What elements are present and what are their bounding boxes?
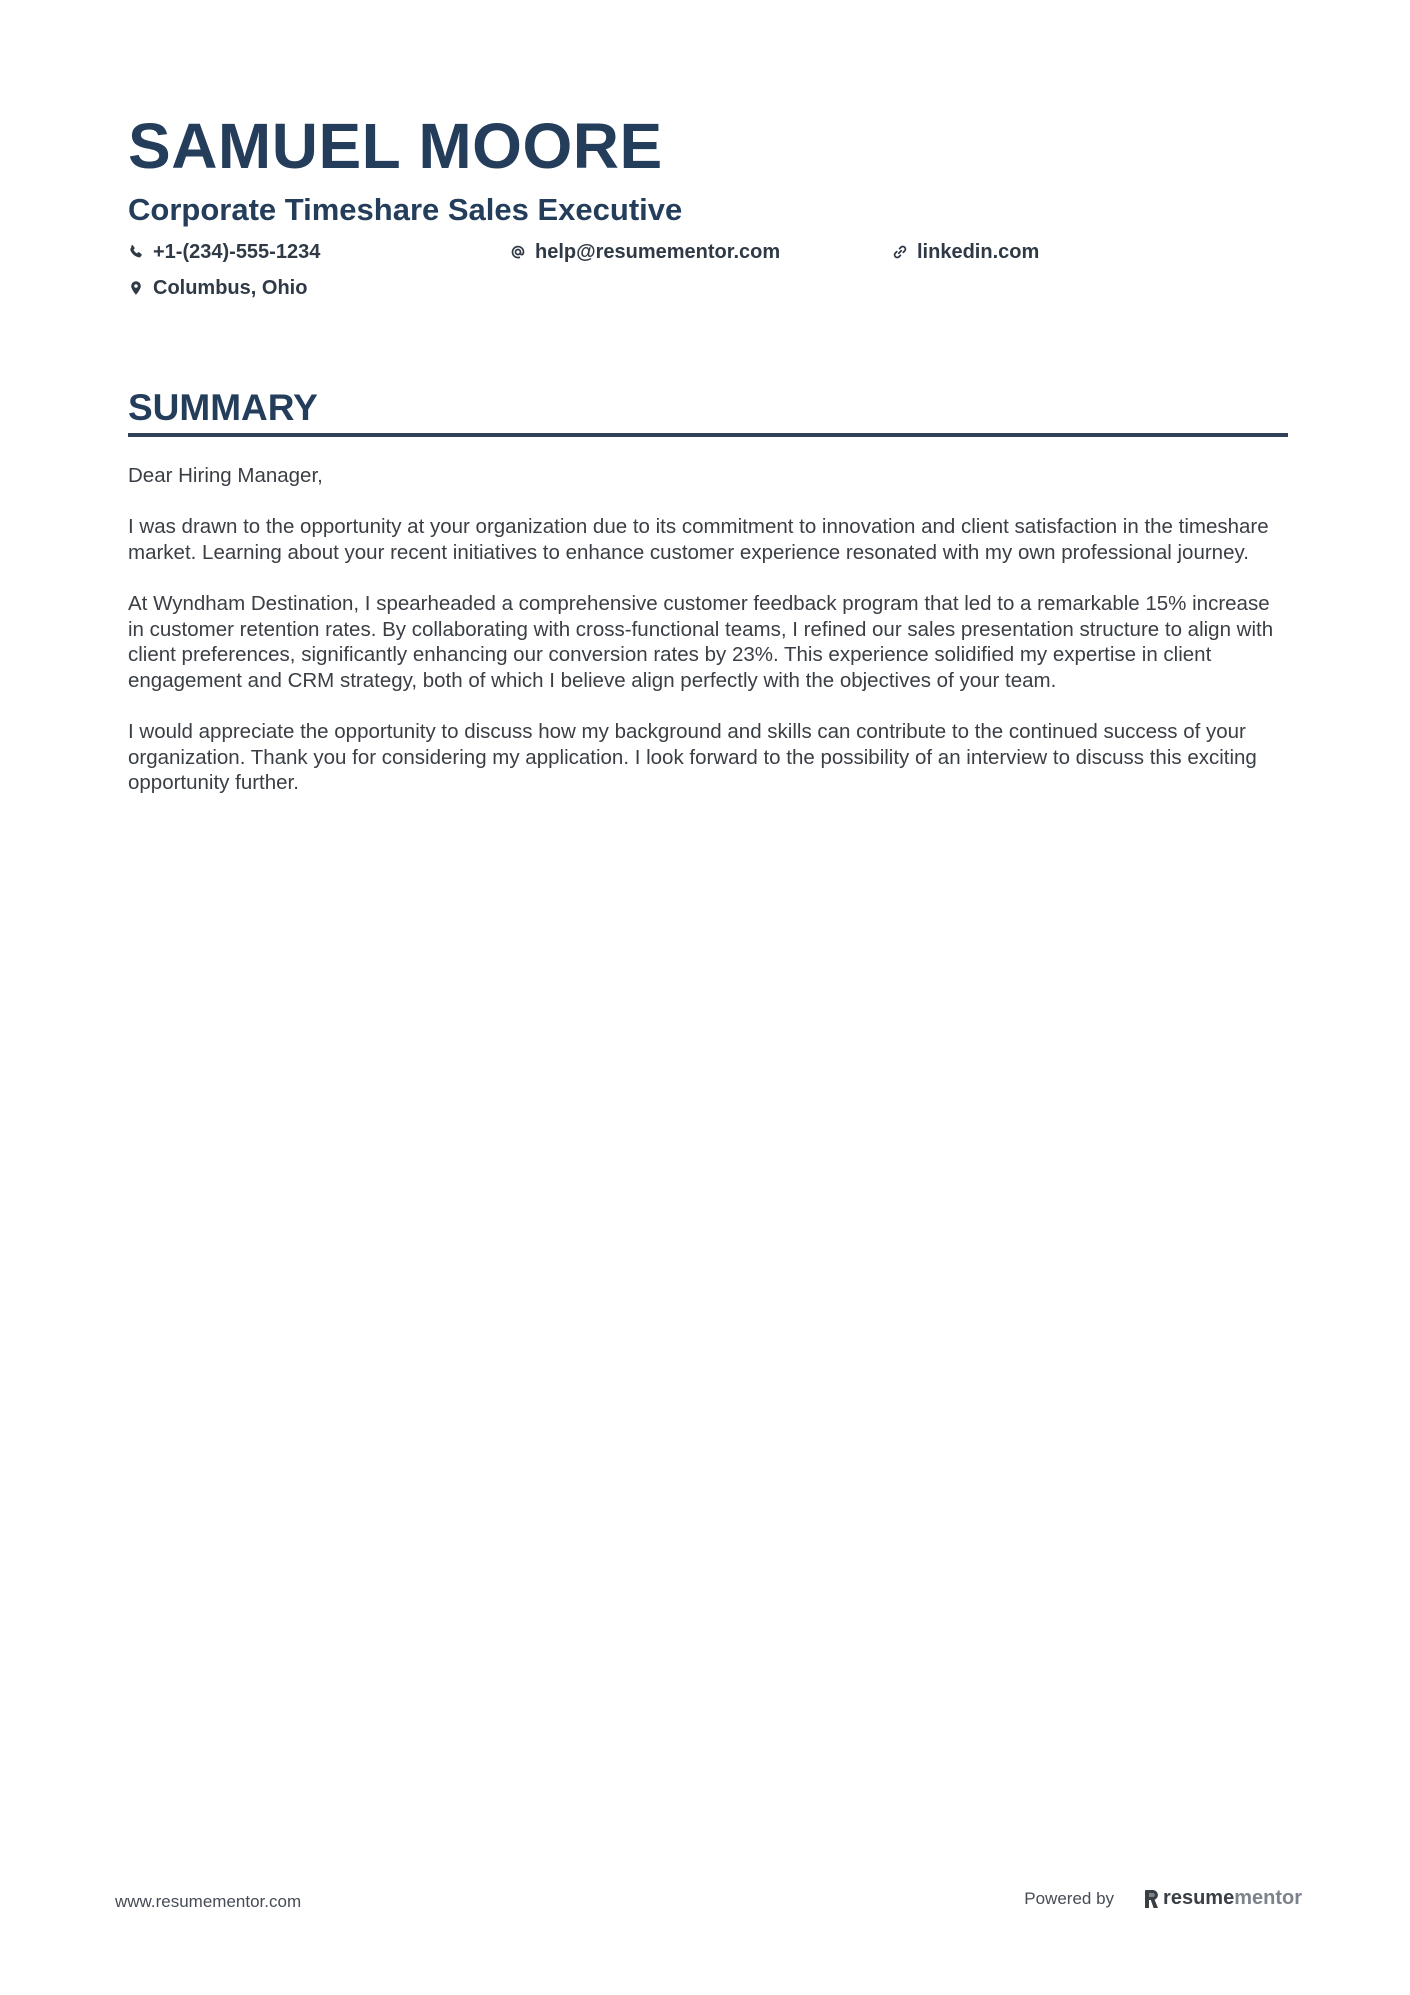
contact-location <box>128 276 510 300</box>
footer-site-link[interactable]: www.resumementor.com <box>115 1892 302 1911</box>
link-icon <box>892 244 908 260</box>
website-text[interactable]: linkedin.com <box>917 241 1040 263</box>
footer-branding <box>1024 1887 1302 1910</box>
paragraph-intro: I was drawn to the opportunity at your organization due to its commitment to innovation and client satisfaction in the timeshare market. Learning about your recent initiatives to enhance customer experience resonated with my own professional journey. <box>128 515 1269 564</box>
header <box>128 108 1288 300</box>
contact-website[interactable] <box>892 240 1274 264</box>
email-text[interactable]: help@resumementor.com <box>535 241 781 263</box>
resumementor-logo-icon <box>1144 1889 1160 1909</box>
phone-text: +1-(234)-555-1234 <box>153 241 321 263</box>
contact-email[interactable] <box>510 240 892 264</box>
job-title: Corporate Timeshare Sales Executive <box>128 192 683 227</box>
contact-list <box>128 240 1288 300</box>
salutation: Dear Hiring Manager, <box>128 464 323 487</box>
paragraph-experience: At Wyndham Destination, I spearheaded a comprehensive customer feedback program that led to a remarkable 15% increase in customer retention rates. By collaborating with cross-functional teams, I refined our sales presentation structure to align with client preferences, significantly enhancing our conversion rates by 23%. This experience solidified my expertise in client engagement and CRM strategy, both of which I believe align perfectly with the objectives of your team. <box>128 591 1274 692</box>
candidate-name: SAMUEL MOORE <box>128 110 663 182</box>
at-icon <box>510 244 526 260</box>
brand-name-strong: resume <box>1163 1887 1235 1909</box>
powered-by-text: Powered by <box>1024 1888 1115 1908</box>
section-title-summary: SUMMARY <box>128 387 318 428</box>
location-pin-icon <box>128 280 144 296</box>
summary-section <box>128 385 1288 821</box>
brand-name-light: mentor <box>1234 1887 1302 1909</box>
phone-icon <box>128 244 144 260</box>
contact-phone <box>128 240 510 264</box>
brand-logo[interactable] <box>1144 1887 1302 1910</box>
location-text: Columbus, Ohio <box>153 277 308 299</box>
summary-body <box>128 463 1288 796</box>
paragraph-closing: I would appreciate the opportunity to discuss how my background and skills can contribute to the continued success of your organization. Thank you for considering my application. I look forward to the possibility of an interview to discuss this exciting opportunity further. <box>128 719 1257 795</box>
section-divider <box>128 433 1288 437</box>
